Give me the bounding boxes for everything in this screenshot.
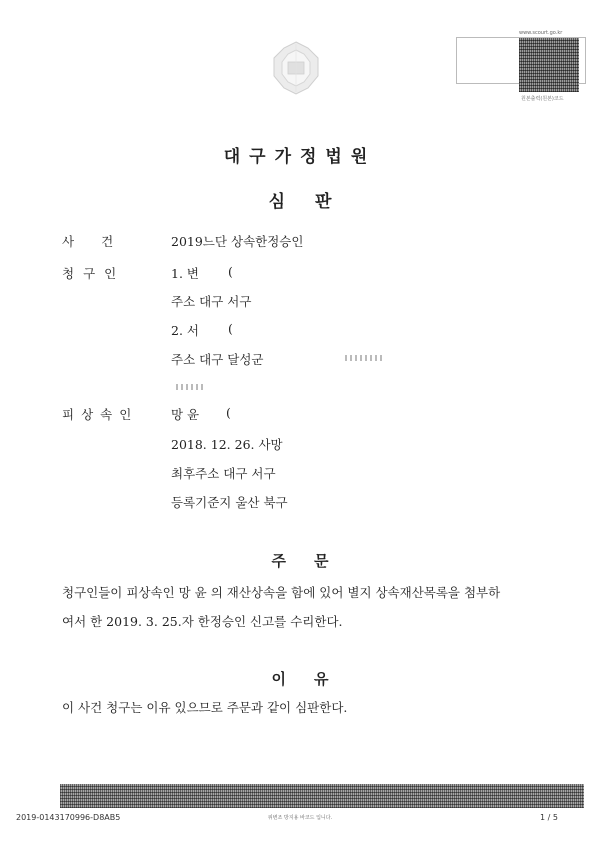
decedent-last-address: 최후주소 대구 서구 xyxy=(171,466,276,481)
claimant-1-name: 1. 변 xyxy=(171,266,199,281)
page-number: 1 / 5 xyxy=(540,813,558,822)
decedent-name: 망 윤 xyxy=(171,407,200,422)
reason-line-1: 이 사건 청구는 이유 있으므로 주문과 같이 심판한다. xyxy=(62,700,348,715)
claimant-1-address: 주소 대구 서구 xyxy=(171,294,252,309)
redaction-mark xyxy=(345,355,385,361)
claimant-1-paren: ( xyxy=(228,264,233,279)
court-name: 대구가정법원 xyxy=(223,147,377,167)
decedent-label: 피상속인 xyxy=(62,407,139,422)
claimant-2-paren: ( xyxy=(228,321,233,336)
document-code: 2019-0143170996-D8AB5 xyxy=(16,813,121,822)
order-title: 주문 xyxy=(271,552,357,570)
site-url: www.scourt.go.kr xyxy=(519,30,563,36)
order-line-2: 여서 한 2019. 3. 25.자 한정승인 신고를 수리한다. xyxy=(62,614,343,629)
redaction-mark xyxy=(176,384,206,390)
reason-title: 이유 xyxy=(271,670,357,688)
decedent-registry: 등록기준지 울산 북구 xyxy=(171,495,288,510)
order-line-1: 청구인들이 피상속인 망 윤 의 재산상속을 함에 있어 별지 상속재산목록을 첨부하 xyxy=(62,585,501,600)
decedent-death: 2018. 12. 26. 사망 xyxy=(171,437,283,452)
claimant-2-name: 2. 서 xyxy=(171,323,199,338)
qr-caption: 원본출력(원본)코드 xyxy=(521,96,564,102)
claimant-label: 청구인 xyxy=(62,266,126,281)
claimant-2-address: 주소 대구 달성군 xyxy=(171,352,264,367)
case-number: 2019느단 xyxy=(171,234,227,249)
security-barcode xyxy=(60,784,584,808)
case-type: 상속한정승인 xyxy=(231,234,304,249)
document-title: 심판 xyxy=(268,192,362,212)
court-emblem-icon xyxy=(266,40,326,96)
decedent-paren: ( xyxy=(226,405,231,420)
case-label: 사건 xyxy=(62,234,141,249)
qr-code-icon xyxy=(519,38,579,92)
barcode-note: 위변조 방지용 바코드 입니다. xyxy=(267,815,333,821)
